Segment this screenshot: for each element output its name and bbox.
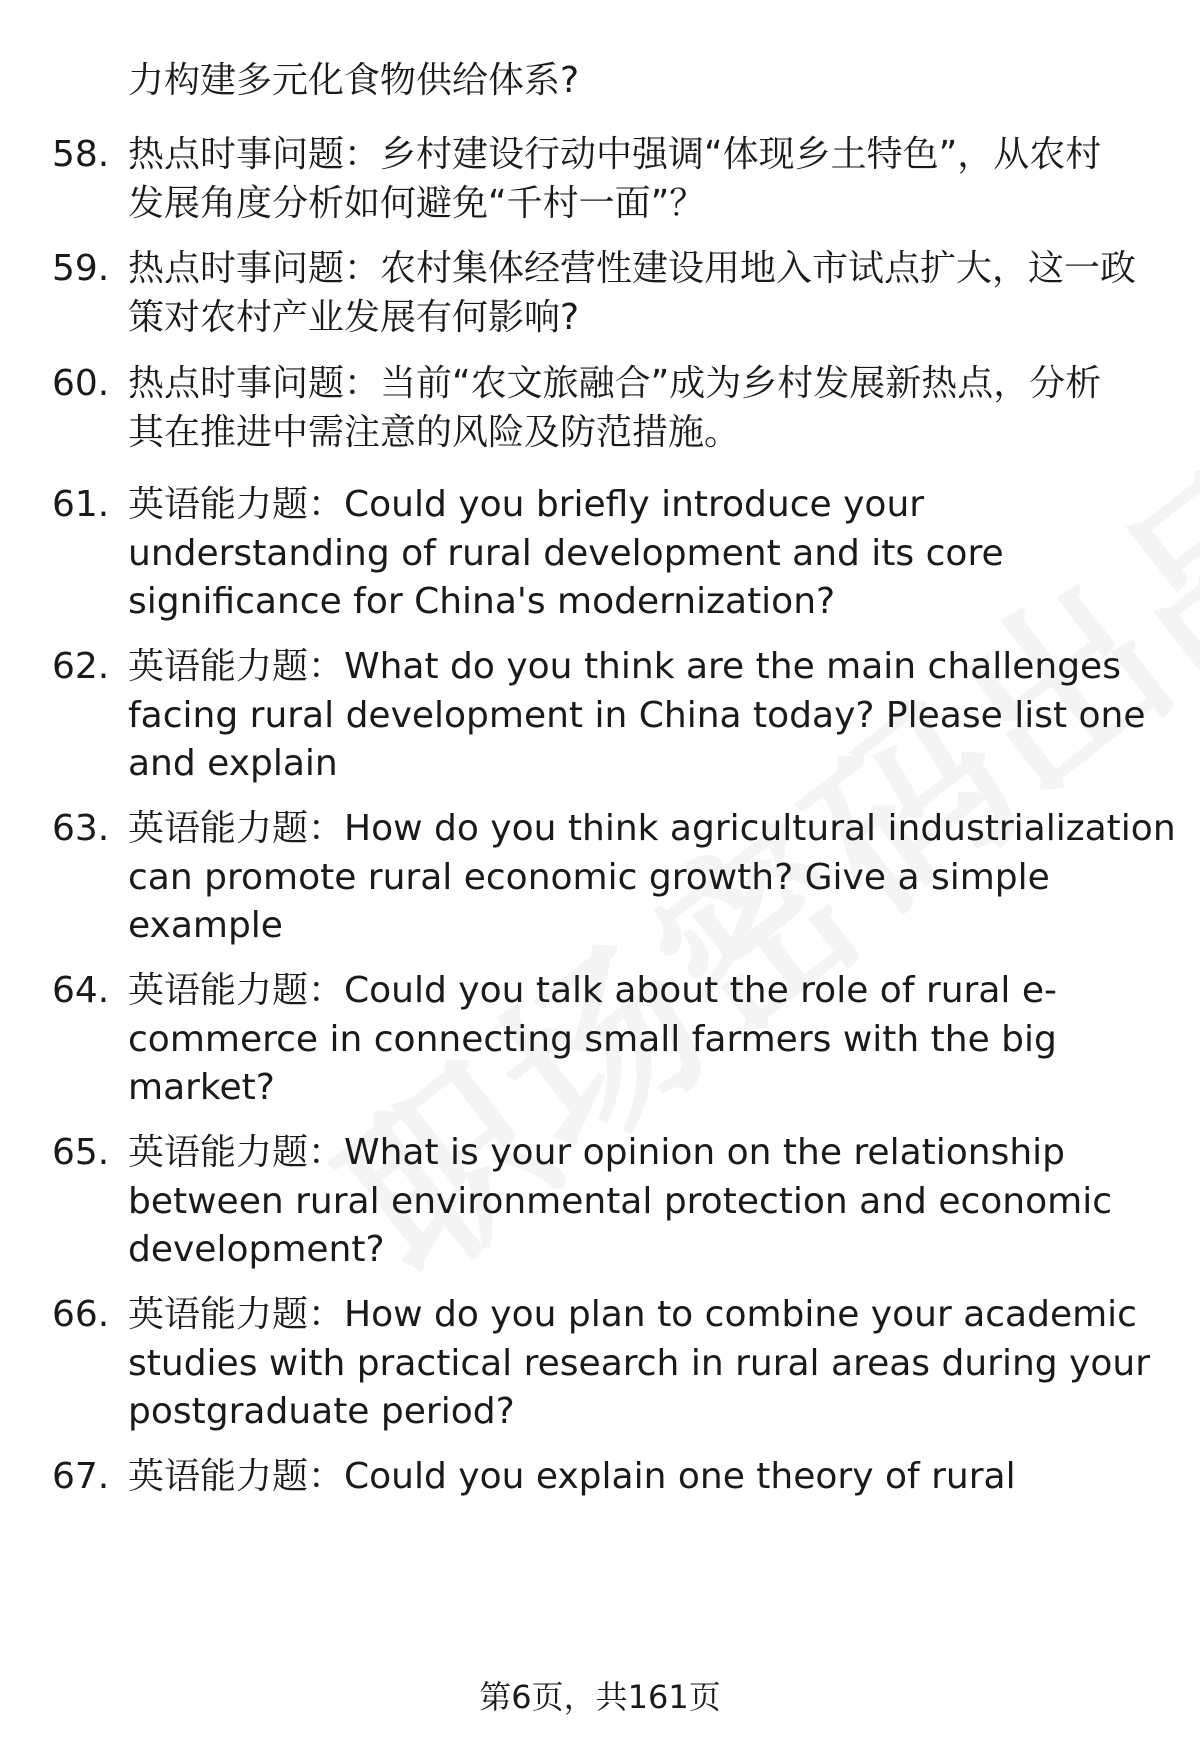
question-line: 英语能力题：How do you think agricultural industrialization bbox=[128, 808, 1176, 849]
question-text bbox=[128, 360, 1198, 457]
question-line: studies with practical research in rural areas during your bbox=[128, 1342, 1151, 1384]
question-number: 60. bbox=[52, 363, 110, 404]
question-number: 61. bbox=[52, 484, 110, 525]
question-line: commerce in connecting small farmers with the big bbox=[128, 1018, 1057, 1060]
question-text bbox=[128, 1453, 1198, 1502]
question-line: significance for China's modernization? bbox=[128, 581, 836, 622]
continuation-text: 力构建多元化食物供给体系? bbox=[128, 60, 580, 101]
question-number: 63. bbox=[52, 808, 110, 849]
question-line: and explain bbox=[128, 743, 338, 784]
question-number: 65. bbox=[52, 1132, 110, 1173]
question-line: example bbox=[128, 905, 283, 946]
question-number: 64. bbox=[52, 970, 110, 1011]
question-number: 58. bbox=[52, 134, 110, 175]
question-line: 英语能力题：Could you explain one theory of rural bbox=[128, 1456, 1016, 1497]
question-line: development? bbox=[128, 1229, 385, 1270]
question-line: 发展角度分析如何避免“千村一面”？ bbox=[128, 182, 706, 224]
question-number: 67. bbox=[52, 1456, 110, 1497]
question-line: understanding of rural development and its core bbox=[128, 532, 1004, 574]
question-text bbox=[128, 643, 1198, 789]
question-number: 62. bbox=[52, 646, 110, 687]
question-text bbox=[128, 131, 1198, 228]
question-text bbox=[128, 805, 1198, 951]
question-text bbox=[128, 1291, 1198, 1437]
question-number: 59. bbox=[52, 248, 110, 289]
question-line: can promote rural economic growth? Give a simple bbox=[128, 856, 1050, 898]
question-line: 英语能力题：What is your opinion on the relationship bbox=[128, 1132, 1066, 1173]
question-line: between rural environmental protection and economic bbox=[128, 1180, 1113, 1222]
question-text bbox=[128, 967, 1198, 1113]
question-line: 其在推进中需注意的风险及防范措施。 bbox=[128, 411, 741, 453]
question-line: 英语能力题：What do you think are the main challenges bbox=[128, 646, 1121, 687]
page-footer: 第6页，共161页 bbox=[479, 1678, 721, 1716]
question-line: 英语能力题：How do you plan to combine your academic bbox=[128, 1294, 1137, 1335]
question-line: 策对农村产业发展有何影响? bbox=[128, 296, 580, 338]
question-line: 英语能力题：Could you briefly introduce your bbox=[128, 484, 925, 525]
question-text bbox=[128, 481, 1198, 627]
question-number: 66. bbox=[52, 1294, 110, 1335]
question-line: postgraduate period? bbox=[128, 1391, 515, 1432]
question-text bbox=[128, 1129, 1198, 1275]
question-line: 英语能力题：Could you talk about the role of rural e- bbox=[128, 970, 1058, 1011]
question-text bbox=[128, 245, 1198, 342]
question-line: 热点时事问题：农村集体经营性建设用地入市试点扩大，这一政 bbox=[128, 248, 1137, 289]
question-line: 热点时事问题：当前“农文旅融合”成为乡村发展新热点，分析 bbox=[128, 363, 1102, 404]
question-line: market? bbox=[128, 1067, 275, 1108]
question-line: facing rural development in China today? Please list one bbox=[128, 694, 1146, 736]
question-line: 热点时事问题：乡村建设行动中强调“体现乡土特色”，从农村 bbox=[128, 134, 1102, 175]
